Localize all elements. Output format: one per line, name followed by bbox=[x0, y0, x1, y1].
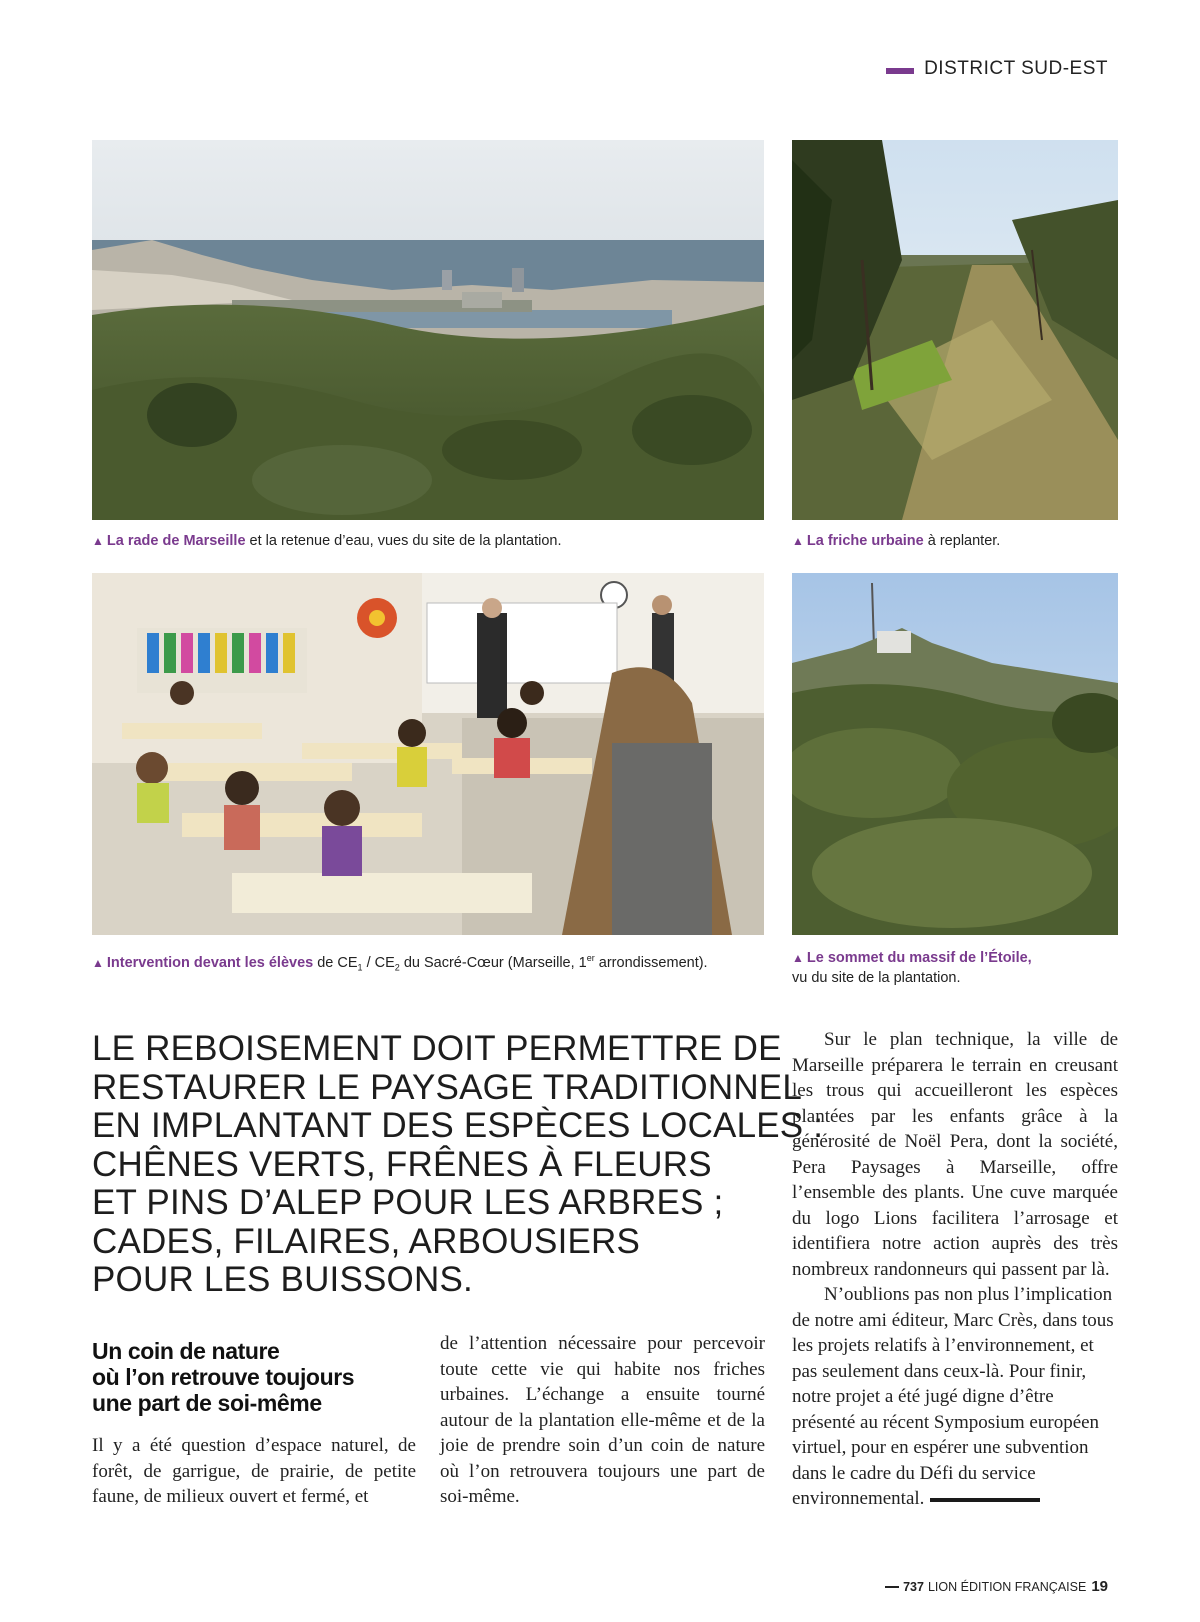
issue-number: 737 bbox=[903, 1580, 924, 1594]
pull-quote-line: RESTAURER LE PAYSAGE TRADITIONNEL bbox=[92, 1067, 803, 1107]
page-footer bbox=[885, 1578, 1108, 1595]
caption-rade: ▲ La rade de Marseille et la retenue d’eau, vues du site de la plantation. bbox=[92, 533, 562, 549]
body-column-2: de l’attention nécessaire pour percevoir toute cette vie qui habite nos friches urbaines. L’échange a ensuite tourné autour de la plantation elle-même et de la joie de prendre soin d’un coin de nature où l’on retrouvera toujours une part de soi-même. bbox=[440, 1333, 765, 1507]
section-subheading: Un coin de nature où l’on retrouve toujours une part de soi-même bbox=[92, 1338, 355, 1416]
photo-classroom bbox=[92, 573, 764, 935]
triangle-marker-icon: ▲ bbox=[92, 955, 104, 970]
pull-quote-line: ET PINS D’ALEP POUR LES ARBRES ; bbox=[92, 1183, 724, 1222]
pull-quote-line: POUR LES BUISSONS. bbox=[92, 1260, 473, 1299]
end-of-article-bar bbox=[930, 1498, 1040, 1502]
pull-quote-line: CHÊNES VERTS, FRÊNES À FLEURS bbox=[92, 1144, 712, 1184]
section-tag bbox=[886, 58, 1108, 80]
magazine-name: LION ÉDITION FRANÇAISE bbox=[927, 1580, 1087, 1594]
body-paragraph: N’oublions pas non plus l’implication de notre ami éditeur, Marc Crès, dans tous les projets relatifs à l’environnement, et pas seulement dans ceux-là. Pour finir, notre projet a été jugé digne d’être présenté au récent Symposium européen virtuel, pour en espérer une subvention dans le cadre du Défi du service environnemental. bbox=[792, 1284, 1114, 1509]
photo-rade-marseille bbox=[92, 140, 764, 520]
caption-etoile: ▲ Le sommet du massif de l’Étoile, vu du site de la plantation. bbox=[792, 950, 1032, 986]
triangle-marker-icon: ▲ bbox=[792, 951, 804, 965]
page-number: 19 bbox=[1091, 1578, 1108, 1595]
body-column-3 bbox=[792, 1027, 1118, 1512]
body-column-1: Il y a été question d’espace naturel, de forêt, de garrigue, de prairie, de petite faune, de milieux ouvert et fermé, et bbox=[92, 1435, 416, 1507]
photo-massif-etoile bbox=[792, 573, 1118, 935]
section-title: DISTRICT SUD-EST bbox=[924, 58, 1108, 79]
pull-quote-line: LE REBOISEMENT DOIT PERMETTRE DE bbox=[92, 1029, 782, 1068]
photo-friche-urbaine bbox=[792, 140, 1118, 520]
caption-friche: ▲ La friche urbaine à replanter. bbox=[792, 533, 1001, 549]
footer-dash bbox=[885, 1586, 899, 1588]
caption-classroom: ▲ Intervention devant les élèves de $CE_1 / CE_2$ du Sacré-Cœur (Marseille, 1er arrondissement). bbox=[92, 953, 708, 973]
triangle-marker-icon: ▲ bbox=[92, 534, 104, 548]
pull-quote bbox=[92, 1029, 824, 1300]
section-tag-bar bbox=[886, 68, 914, 74]
triangle-marker-icon: ▲ bbox=[792, 534, 804, 548]
pull-quote-line: CADES, FILAIRES, ARBOUSIERS bbox=[92, 1221, 641, 1261]
body-paragraph: Sur le plan technique, la ville de Marseille préparera le terrain en creusant les trous qui accueilleront les espèces plantées par les enfants grâce à la générosité de Noël Pera, dont la société, Pera Paysages à Marseille, offre l’ensemble des plants. Une cuve marquée du logo Lions facilitera l’arrosage et identifiera notre action auprès des très nombreux randonneurs qui passent par là. bbox=[792, 1029, 1118, 1280]
pull-quote-line: EN IMPLANTANT DES ESPÈCES LOCALES : bbox=[92, 1106, 824, 1145]
